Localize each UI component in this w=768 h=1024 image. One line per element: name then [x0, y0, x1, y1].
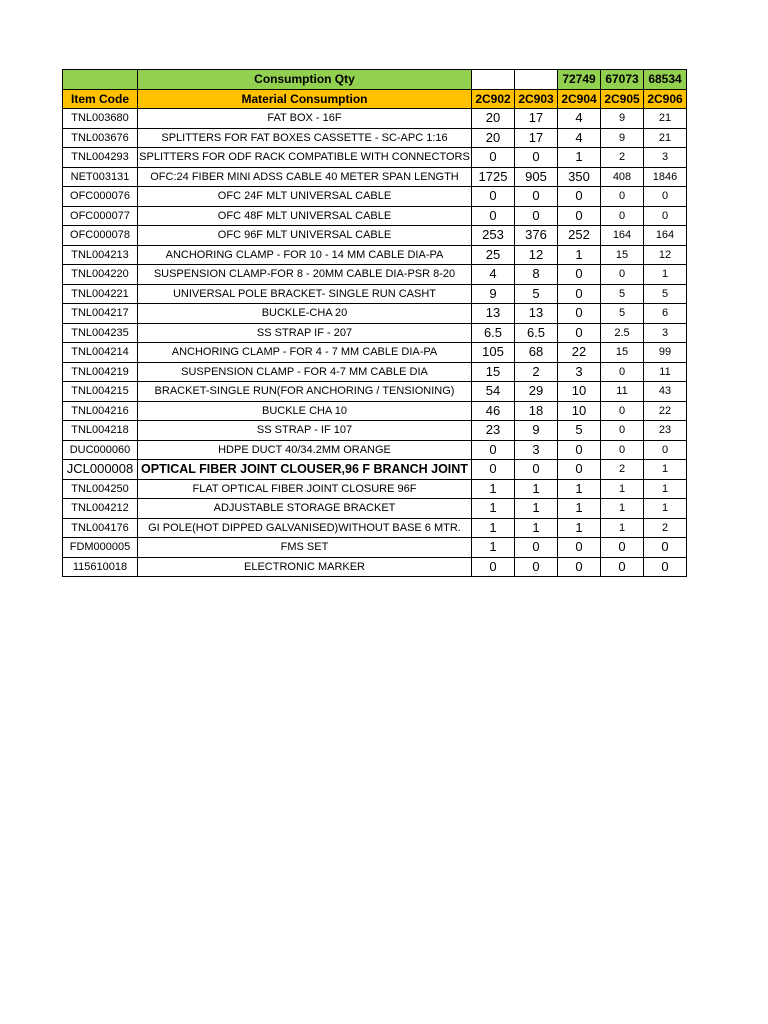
consumption-qty-header: Consumption Qty: [138, 70, 472, 90]
table-body: [63, 109, 687, 577]
quantity-cell: 253: [472, 226, 515, 246]
quantity-cell: 0: [644, 187, 687, 207]
quantity-cell: 17: [515, 128, 558, 148]
quantity-cell: 1: [601, 518, 644, 538]
quantity-cell: 0: [601, 538, 644, 558]
table-row: [63, 109, 687, 129]
quantity-cell: 1: [515, 499, 558, 519]
table-row: [63, 187, 687, 207]
quantity-cell: 1: [558, 245, 601, 265]
table-row: [63, 245, 687, 265]
material-cell: OFC 96F MLT UNIVERSAL CABLE: [138, 226, 472, 246]
quantity-cell: 0: [558, 440, 601, 460]
quantity-cell: 0: [601, 187, 644, 207]
quantity-cell: 2.5: [601, 323, 644, 343]
quantity-cell: 20: [472, 109, 515, 129]
quantity-cell: 2: [601, 460, 644, 480]
material-cell: SS STRAP IF - 207: [138, 323, 472, 343]
quantity-cell: 4: [558, 109, 601, 129]
material-cell: SS STRAP - IF 107: [138, 421, 472, 441]
material-cell: ANCHORING CLAMP - FOR 4 - 7 MM CABLE DIA-PA: [138, 343, 472, 363]
quantity-cell: 17: [515, 109, 558, 129]
material-cell: ELECTRONIC MARKER: [138, 557, 472, 577]
quantity-cell: 6.5: [472, 323, 515, 343]
quantity-cell: 1: [644, 479, 687, 499]
quantity-cell: 22: [644, 401, 687, 421]
item-code-cell: OFC000078: [63, 226, 138, 246]
quantity-cell: 10: [558, 401, 601, 421]
quantity-cell: 1: [472, 499, 515, 519]
quantity-cell: 1: [601, 479, 644, 499]
material-cell: SUSPENSION CLAMP-FOR 8 - 20MM CABLE DIA-PSR 8-20: [138, 265, 472, 285]
quantity-cell: 1: [472, 538, 515, 558]
quantity-cell: 164: [601, 226, 644, 246]
material-cell: FAT BOX - 16F: [138, 109, 472, 129]
item-code-cell: TNL004220: [63, 265, 138, 285]
consumption-sheet: [62, 69, 687, 577]
quantity-cell: 20: [472, 128, 515, 148]
quantity-cell: 1846: [644, 167, 687, 187]
quantity-cell: 0: [472, 148, 515, 168]
quantity-cell: 0: [472, 557, 515, 577]
quantity-cell: 0: [644, 538, 687, 558]
quantity-cell: 0: [558, 304, 601, 324]
quantity-cell: 0: [515, 460, 558, 480]
material-cell: HDPE DUCT 40/34.2MM ORANGE: [138, 440, 472, 460]
quantity-cell: 4: [472, 265, 515, 285]
quantity-cell: 23: [644, 421, 687, 441]
table-row: [63, 343, 687, 363]
quantity-cell: 0: [515, 148, 558, 168]
table-row: [63, 304, 687, 324]
quantity-cell: 1: [515, 479, 558, 499]
item-code-cell: TNL004214: [63, 343, 138, 363]
quantity-cell: 9: [472, 284, 515, 304]
item-code-cell: TNL003676: [63, 128, 138, 148]
quantity-cell: 0: [601, 440, 644, 460]
quantity-cell: 376: [515, 226, 558, 246]
quantity-cell: 0: [601, 421, 644, 441]
quantity-cell: 0: [644, 557, 687, 577]
table-row: [63, 265, 687, 285]
header-qty-col-4: 67073: [601, 70, 644, 90]
header-row-consumption-qty: [63, 70, 687, 90]
material-consumption-header: Material Consumption: [138, 89, 472, 109]
quantity-cell: 13: [472, 304, 515, 324]
quantity-cell: 15: [601, 245, 644, 265]
table-row: [63, 226, 687, 246]
material-cell: BUCKLE-CHA 20: [138, 304, 472, 324]
quantity-cell: 1725: [472, 167, 515, 187]
material-cell: OPTICAL FIBER JOINT CLOUSER,96 F BRANCH JOINT: [138, 460, 472, 480]
item-code-cell: TNL004293: [63, 148, 138, 168]
quantity-cell: 1: [644, 499, 687, 519]
header-blank-cell: [63, 70, 138, 90]
table-row: [63, 440, 687, 460]
item-code-cell: TNL004217: [63, 304, 138, 324]
quantity-cell: 5: [601, 284, 644, 304]
quantity-cell: 3: [644, 148, 687, 168]
quantity-cell: 15: [601, 343, 644, 363]
quantity-cell: 2: [515, 362, 558, 382]
material-cell: ANCHORING CLAMP - FOR 10 - 14 MM CABLE DIA-PA: [138, 245, 472, 265]
quantity-cell: 9: [601, 109, 644, 129]
item-code-cell: TNL004221: [63, 284, 138, 304]
material-cell: SPLITTERS FOR ODF RACK COMPATIBLE WITH CONNECTORS: [138, 148, 472, 168]
quantity-cell: 164: [644, 226, 687, 246]
quantity-cell: 1: [472, 518, 515, 538]
table-row: [63, 167, 687, 187]
item-code-cell: TNL003680: [63, 109, 138, 129]
quantity-cell: 6: [644, 304, 687, 324]
quantity-cell: 905: [515, 167, 558, 187]
quantity-cell: 0: [601, 265, 644, 285]
item-code-cell: 115610018: [63, 557, 138, 577]
consumption-table: [62, 69, 687, 577]
quantity-cell: 12: [644, 245, 687, 265]
quantity-cell: 25: [472, 245, 515, 265]
item-code-cell: TNL004213: [63, 245, 138, 265]
table-row: [63, 557, 687, 577]
item-code-header: Item Code: [63, 89, 138, 109]
table-row: [63, 479, 687, 499]
quantity-cell: 0: [472, 206, 515, 226]
header-qty-col-3: 72749: [558, 70, 601, 90]
quantity-cell: 0: [644, 440, 687, 460]
quantity-cell: 0: [558, 187, 601, 207]
material-cell: BUCKLE CHA 10: [138, 401, 472, 421]
quantity-cell: 3: [644, 323, 687, 343]
item-code-cell: NET003131: [63, 167, 138, 187]
quantity-cell: 0: [472, 440, 515, 460]
header-row-columns: [63, 89, 687, 109]
quantity-cell: 0: [558, 206, 601, 226]
quantity-cell: 0: [472, 460, 515, 480]
quantity-cell: 5: [515, 284, 558, 304]
table-row: [63, 148, 687, 168]
table-row: [63, 382, 687, 402]
header-qty-col-1: [472, 70, 515, 90]
table-row: [63, 518, 687, 538]
column-header-2c903: 2C903: [515, 89, 558, 109]
quantity-cell: 0: [558, 265, 601, 285]
quantity-cell: 3: [558, 362, 601, 382]
material-cell: GI POLE(HOT DIPPED GALVANISED)WITHOUT BASE 6 MTR.: [138, 518, 472, 538]
table-row: [63, 538, 687, 558]
quantity-cell: 23: [472, 421, 515, 441]
quantity-cell: 11: [601, 382, 644, 402]
column-header-2c902: 2C902: [472, 89, 515, 109]
quantity-cell: 22: [558, 343, 601, 363]
item-code-cell: OFC000077: [63, 206, 138, 226]
item-code-cell: JCL000008: [63, 460, 138, 480]
quantity-cell: 99: [644, 343, 687, 363]
item-code-cell: TNL004219: [63, 362, 138, 382]
material-cell: OFC:24 FIBER MINI ADSS CABLE 40 METER SPAN LENGTH: [138, 167, 472, 187]
quantity-cell: 0: [515, 557, 558, 577]
quantity-cell: 9: [515, 421, 558, 441]
quantity-cell: 21: [644, 109, 687, 129]
quantity-cell: 0: [558, 323, 601, 343]
column-header-2c904: 2C904: [558, 89, 601, 109]
quantity-cell: 2: [644, 518, 687, 538]
quantity-cell: 0: [558, 538, 601, 558]
quantity-cell: 0: [644, 206, 687, 226]
quantity-cell: 408: [601, 167, 644, 187]
material-cell: UNIVERSAL POLE BRACKET- SINGLE RUN CASHT: [138, 284, 472, 304]
item-code-cell: TNL004215: [63, 382, 138, 402]
item-code-cell: DUC000060: [63, 440, 138, 460]
column-header-2c905: 2C905: [601, 89, 644, 109]
quantity-cell: 5: [601, 304, 644, 324]
quantity-cell: 0: [515, 538, 558, 558]
quantity-cell: 1: [558, 499, 601, 519]
quantity-cell: 1: [472, 479, 515, 499]
quantity-cell: 2: [601, 148, 644, 168]
table-row: [63, 284, 687, 304]
quantity-cell: 13: [515, 304, 558, 324]
quantity-cell: 15: [472, 362, 515, 382]
item-code-cell: OFC000076: [63, 187, 138, 207]
quantity-cell: 46: [472, 401, 515, 421]
quantity-cell: 29: [515, 382, 558, 402]
quantity-cell: 350: [558, 167, 601, 187]
quantity-cell: 0: [601, 557, 644, 577]
quantity-cell: 5: [644, 284, 687, 304]
table-row: [63, 362, 687, 382]
header-qty-col-5: 68534: [644, 70, 687, 90]
material-cell: OFC 48F MLT UNIVERSAL CABLE: [138, 206, 472, 226]
quantity-cell: 54: [472, 382, 515, 402]
quantity-cell: 0: [601, 401, 644, 421]
item-code-cell: FDM000005: [63, 538, 138, 558]
quantity-cell: 0: [558, 557, 601, 577]
quantity-cell: 0: [472, 187, 515, 207]
quantity-cell: 8: [515, 265, 558, 285]
item-code-cell: TNL004212: [63, 499, 138, 519]
table-row: [63, 323, 687, 343]
item-code-cell: TNL004218: [63, 421, 138, 441]
quantity-cell: 0: [558, 460, 601, 480]
item-code-cell: TNL004176: [63, 518, 138, 538]
quantity-cell: 5: [558, 421, 601, 441]
quantity-cell: 0: [558, 284, 601, 304]
quantity-cell: 11: [644, 362, 687, 382]
quantity-cell: 1: [644, 265, 687, 285]
material-cell: SPLITTERS FOR FAT BOXES CASSETTE - SC-APC 1:16: [138, 128, 472, 148]
item-code-cell: TNL004250: [63, 479, 138, 499]
quantity-cell: 0: [601, 206, 644, 226]
quantity-cell: 0: [601, 362, 644, 382]
quantity-cell: 12: [515, 245, 558, 265]
table-row: [63, 460, 687, 480]
material-cell: FLAT OPTICAL FIBER JOINT CLOSURE 96F: [138, 479, 472, 499]
item-code-cell: TNL004235: [63, 323, 138, 343]
quantity-cell: 9: [601, 128, 644, 148]
quantity-cell: 105: [472, 343, 515, 363]
quantity-cell: 1: [515, 518, 558, 538]
quantity-cell: 0: [515, 206, 558, 226]
table-row: [63, 401, 687, 421]
table-row: [63, 206, 687, 226]
quantity-cell: 1: [558, 479, 601, 499]
quantity-cell: 18: [515, 401, 558, 421]
material-cell: OFC 24F MLT UNIVERSAL CABLE: [138, 187, 472, 207]
material-cell: BRACKET-SINGLE RUN(FOR ANCHORING / TENSIONING): [138, 382, 472, 402]
quantity-cell: 43: [644, 382, 687, 402]
quantity-cell: 4: [558, 128, 601, 148]
quantity-cell: 68: [515, 343, 558, 363]
table-row: [63, 499, 687, 519]
quantity-cell: 10: [558, 382, 601, 402]
material-cell: ADJUSTABLE STORAGE BRACKET: [138, 499, 472, 519]
quantity-cell: 6.5: [515, 323, 558, 343]
material-cell: SUSPENSION CLAMP - FOR 4-7 MM CABLE DIA: [138, 362, 472, 382]
header-qty-col-2: [515, 70, 558, 90]
quantity-cell: 1: [558, 518, 601, 538]
quantity-cell: 1: [558, 148, 601, 168]
quantity-cell: 252: [558, 226, 601, 246]
quantity-cell: 0: [515, 187, 558, 207]
quantity-cell: 1: [644, 460, 687, 480]
material-cell: FMS SET: [138, 538, 472, 558]
quantity-cell: 21: [644, 128, 687, 148]
table-row: [63, 128, 687, 148]
item-code-cell: TNL004216: [63, 401, 138, 421]
table-row: [63, 421, 687, 441]
quantity-cell: 1: [601, 499, 644, 519]
column-header-2c906: 2C906: [644, 89, 687, 109]
quantity-cell: 3: [515, 440, 558, 460]
